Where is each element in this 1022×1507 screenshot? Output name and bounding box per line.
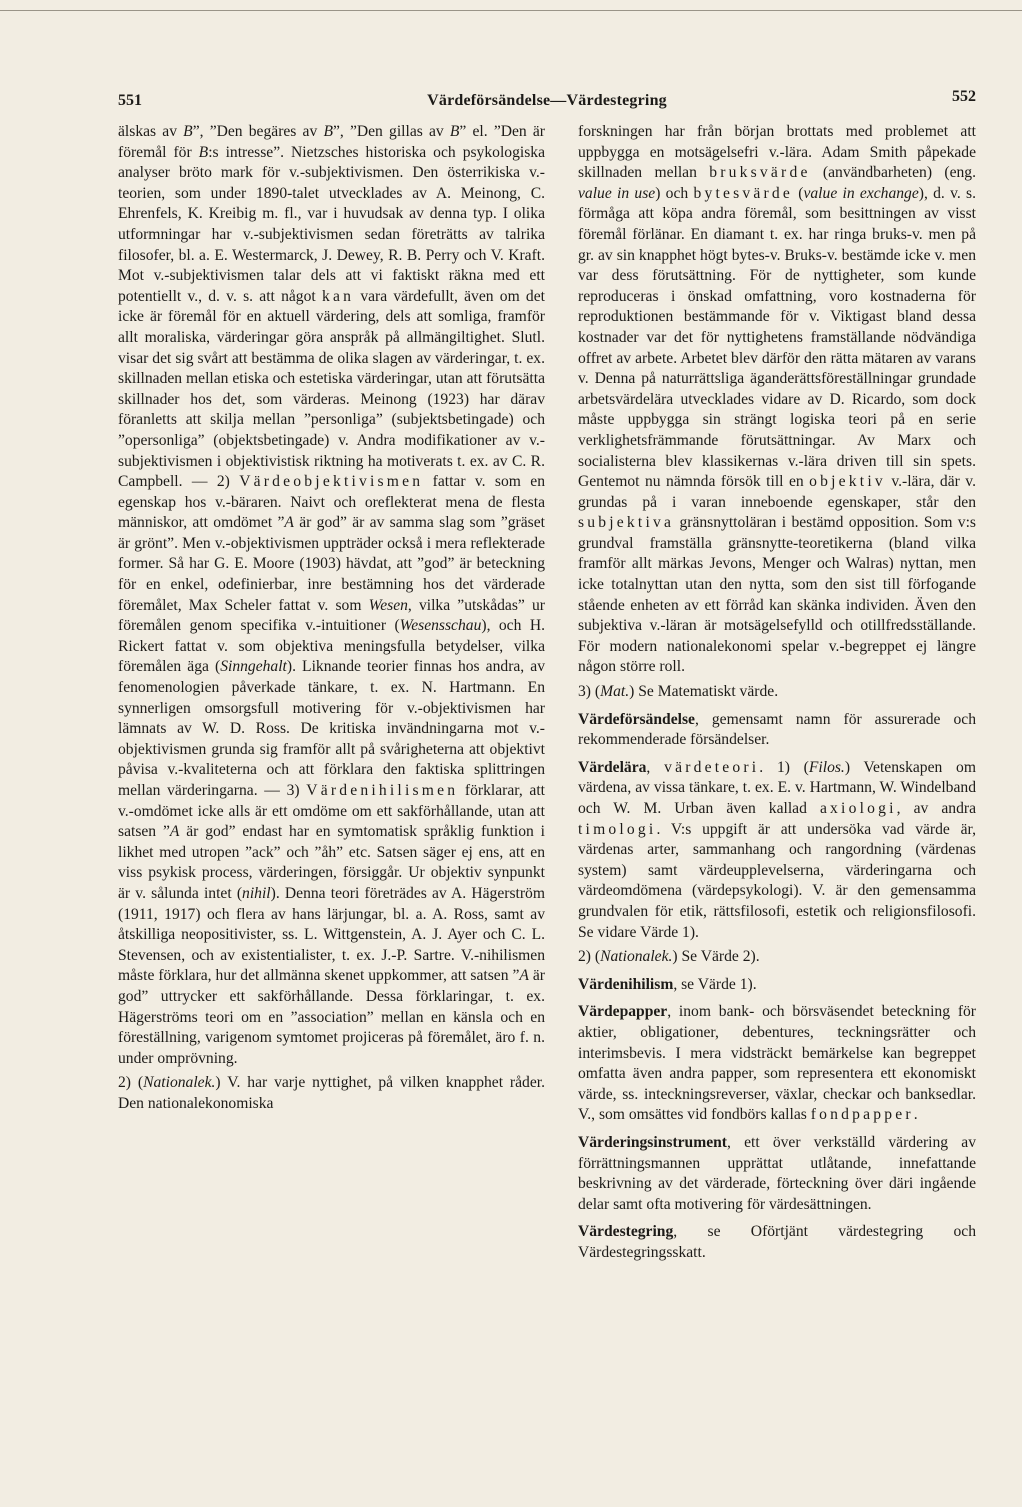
text-run: ” el. ”Den är föremål för: [118, 123, 545, 161]
text-run: .: [913, 1106, 918, 1124]
spaced-term: axiologi: [819, 800, 897, 817]
text-run: forskningen har från början brottats med problemet att uppbygga en motsägelsefri v.-lära. Adam Smith påpekade skillnaden mellan: [578, 123, 976, 182]
spaced-term: bruksvärde: [709, 164, 811, 182]
entry-headword: Värdestegring: [578, 1223, 674, 1241]
italic-term: Wesen: [368, 596, 408, 614]
italic-term: Mat.: [600, 683, 630, 701]
italic-term: Nationalek.: [143, 1074, 216, 1092]
italic-term: A: [169, 823, 180, 841]
text-run: ). Denna teori företrädes av A. Hägerström (1911, 1917) och flera av hans lärjungar, bl. a. A. Ross, samt av åtskilliga neopositivister, ss. L. Wittgenstein, A. J. Ayer och C. L. Stevensen, och av existentialister, t. ex. J.-P. Sartre. V.-nihilismen måste förklara, hur det allmänna skenet uppkommer, att satsen ”: [118, 884, 545, 985]
italic-term: Sinngehalt: [220, 658, 287, 676]
text-run: , se Oförtjänt värdestegring och Värdestegringsskatt.: [578, 1223, 976, 1261]
text-run: älskas av: [118, 123, 184, 140]
text-run: ,: [646, 758, 665, 776]
text-run: fattar v. som en egenskap hos v.-bäraren. Naivt och oreflekterat mena de flesta människor, att omdömet ”: [118, 473, 545, 532]
italic-term: Nationalek.: [600, 948, 673, 966]
spaced-term: timologi: [578, 820, 657, 838]
text-run: . V:s uppgift är att undersöka vad värde är, värdenas arter, sammanhang och rangordning (värdenas system) samt värdeupplevelserna, värderingarna och värdeomdömena (värdepsykologi). V. är den gemensamma grundvalen för etik, rättsfilosofi, estetik och religionsfilosofi. Se vidare Värde 1).: [578, 820, 976, 941]
running-head: Värdeförsändelse—Värdestegring: [427, 92, 667, 109]
text-run: , gemensamt namn för assurerade och rekommenderade försändelser.: [578, 710, 976, 749]
right-column: [578, 122, 976, 1263]
italic-term: value in use: [578, 184, 656, 202]
spaced-term: subjektiva: [578, 514, 675, 532]
text-run: är god” är av samma slag som ”gräset är grönt”. Men v.-objektivismen uppträder också i mera reflekterade former. Så har G. E. Moore (1903) hävdat, att ”god” är beteckning för en enkel, odefinierbar, inre bestämning hos det värderade föremålet, Max Scheler fattat v. som: [118, 514, 545, 614]
text-run: ), d. v. s. förmåga att köpa andra föremål, som besittningen av visst föremål förlänar. En diamant t. ex. har ringa bruks-v. men på gr. av sin knapphet högt bytes-v. Bruks-v. bestämde icke v. men var dess förutsättning. För de nyttigheter, som kunde reproduceras i önskad omfattning, voro kostnaderna för reproduktionen bestämmande för v. Viktigast bland dessa kostnader var det för nyttighetens framställande nödvändiga offret av arbete. Arbetet blev därför den rätta mätaren av varans v. Denna på naturrättsliga äganderättsföreställningar grundade arbetsvärdelära utvecklades vidare av D. Ricardo, som dock måste uppbygga sin strängt logiska teori på en serie verklighetsfrämmande förutsättningar. Av Marx och socialisterna blev klassikernas v.-lära driven till sin spets. Gentemot nu nämnda försök till en: [578, 184, 976, 491]
text-run: , ett över verkställd värdering av förrättningsmannen upprättat utlåtande, innefattande beskrivning av det värderade, förteckning över däri ingående delar samt ofta motivering för värdesättningen.: [578, 1133, 976, 1213]
text-run: (: [793, 184, 804, 202]
spaced-term: objektiv: [809, 473, 886, 491]
text-run: är god” endast har en symtomatisk språklig funktion i likhet med utropen ”ack” och ”åh” etc. Satsen säger ej ens, att en viss psykisk process, värderingen, försiggår. Ur objektiv synpunkt är v. sålunda intet (: [118, 823, 545, 902]
text-run: ) Se Matematiskt värde.: [629, 683, 779, 701]
entry-headword: Värderingsinstrument: [578, 1133, 728, 1151]
spaced-term: Värdeobjektivismen: [239, 473, 424, 491]
page-number-right: 552: [952, 88, 976, 105]
paragraph-economics-continued: [578, 122, 976, 678]
text-run: ). Liknande teorier finnas hos andra, av fenomenologien påverkade tänkare, t. ex. N. Hartmann. En synnerligen omsorgsfull motivering för v.-objektivismen har lämnats av W. D. Ross. De kritiska invändningarna mot v.-objektivismen grunda sig framför allt på svårigheterna att objektivt påvisa v.-kvaliteterna och att förklara den faktiska splittringen mellan värderingarna. — 3): [118, 658, 545, 799]
entry-headword: Värdepapper: [578, 1003, 668, 1021]
entry-headword: Värdeförsändelse: [578, 710, 695, 728]
paragraph-mathematical-value: [578, 682, 976, 703]
italic-term: B: [323, 123, 333, 140]
text-run: förklarar, att v.-omdömet icke alls är ett omdöme om ett sakförhållande, utan att satsen ”: [118, 782, 546, 841]
text-run: ), och H. Rickert fattat v. som objektiva meningsfulla betydelser, vilka föremålen äga (: [118, 617, 545, 676]
text-run: ”, ”Den gillas av: [332, 123, 450, 140]
spaced-term: Värdenihilismen: [306, 782, 459, 799]
italic-term: A: [284, 514, 294, 532]
spaced-term: värdeteori: [664, 758, 760, 776]
entry-headword: Värdenihilism: [578, 975, 674, 993]
spaced-term: bytesvärde: [693, 184, 793, 202]
italic-term: nihil: [242, 884, 271, 902]
text-run: vara värdefullt, även om det icke är föremål för en aktuell värdering, dels att somliga, framför allt moraliska, värderingar göra anspråk på allmängiltighet. Slutl. visar det sig svårt att bestämma de olika slagen av värderingar, t. ex. skillnaden mellan etiska och estetiska värderingar, utan att förutsätta skillnader hos det, som värderas. Meinong (1923) har därav föranletts att skilja mellan ”personliga” (subjektsbetingade) och ”opersonliga” (objektsbetingade) v. Andra modifikationer av v.-subjektivismen i objektivistisk riktning ha motiverats t. ex. av C. R. Campbell. — 2): [118, 287, 545, 491]
page-header: [118, 88, 976, 112]
entry-vardeforsandelse: [578, 710, 976, 751]
entry-vardelara: [578, 758, 976, 943]
italic-term: Wesensschau: [399, 617, 482, 635]
text-run: , vilka ”utskådas” ur föremålen genom specifika v.-intuitioner (: [118, 596, 545, 635]
text-run: ”, ”Den begäres av: [192, 123, 324, 140]
entry-vardepapper: [578, 1002, 976, 1126]
text-run: , se Värde 1).: [673, 975, 757, 993]
entry-vardestegring: [578, 1222, 976, 1263]
text-run: , inom bank- och börsväsendet beteckning för aktier, obligationer, debentures, teckningsrätter och interimsbevis. I mera vidsträckt bemärkelse kan begreppet omfatta även andra papper, som representera ett ekonomiskt värde, ss. inteckningsreverser, växlar, checkar och banksedlar. V., som omsättes vid fondbörs kallas: [578, 1003, 976, 1124]
text-run: ) och: [655, 184, 694, 202]
text-run: 2) (: [578, 948, 601, 966]
entry-vardelara-sub2: [578, 947, 976, 968]
text-run: :s intresse”. Nietzsches historiska och psykologiska analyser bröto mark för v.-subjektivismen. Den österrikiska v.-teorien, som under 1890-talet utvecklades av A. Meinong, C. Ehrenfels, K. Kreibig m. fl., var i huvudsak av denna typ. I olika utformningar har v.-subjektivismen sedan företrätts av talrika filosofer, bl. a. E. Westermarck, J. Dewey, R. B. Perry och V. Kraft. Mot v.-subjektivismen talar dels att vi faktiskt räkna med ett potentiellt v., d. v. s. att något: [118, 143, 545, 305]
entry-headword: Värdelära: [578, 758, 647, 776]
page-number-left: 551: [118, 92, 142, 109]
spaced-term: fondpapper: [810, 1106, 914, 1124]
entry-varderingsinstrument: [578, 1133, 976, 1215]
entry-vardenihilism: [578, 975, 976, 996]
text-run: 2) (: [118, 1074, 144, 1092]
left-column: [118, 122, 545, 1115]
text-run: ) V. har varje nyttighet, på vilken knapphet råder. Den nationalekonomiska: [118, 1074, 545, 1112]
text-run: (användbarheten) (eng.: [810, 164, 977, 182]
text-run: ) Se Värde 2).: [672, 948, 760, 966]
text-run: . 1) (: [759, 758, 809, 776]
spaced-term: kan: [321, 287, 355, 305]
page-edge-rule: [0, 10, 1022, 11]
text-run: 3) (: [578, 683, 601, 701]
text-run: , av andra: [896, 800, 976, 817]
italic-term: B: [183, 123, 193, 140]
text-run: ) Vetenskapen om värdena, av vissa tänkare, t. ex. E. v. Hartmann, W. Windelband och W. M. Urban även kallad: [578, 758, 976, 817]
paragraph-value-theories: [118, 122, 545, 1069]
text-run: v.-lära, där v. grundas på i varan inneboende egenskaper, står den: [578, 473, 976, 511]
italic-term: B: [198, 143, 209, 161]
text-run: är god” uttrycker ett sakförhållande. Dessa förklaringar, t. ex. Hägerströms teori om en ”association” mellan en känsla och en föreställning, varigenom symtomet projiceras på föremålet, äro f. n. under omprövning.: [118, 967, 546, 1067]
italic-term: Filos.: [808, 758, 845, 776]
text-run: gränsnyttoläran i bestämd opposition. Som v:s grundval framställa gränsnytte-teoretikerna (bland vilka framför allt märkas Jevons, Menger och Walras) nyttan, men icke totalnyttan utan den nytta, som den sist till förfogande stående enheten av ett förråd kan skänka individen. Även den subjektiva v.-läran är motsägelsefylld och otillfredsställande. För modern nationalekonomi spelar v.-begreppet ej längre någon större roll.: [578, 514, 976, 676]
italic-term: B: [449, 123, 460, 140]
paragraph-economics-value: [118, 1073, 545, 1114]
italic-term: value in exchange: [803, 184, 919, 202]
italic-term: A: [519, 967, 529, 985]
